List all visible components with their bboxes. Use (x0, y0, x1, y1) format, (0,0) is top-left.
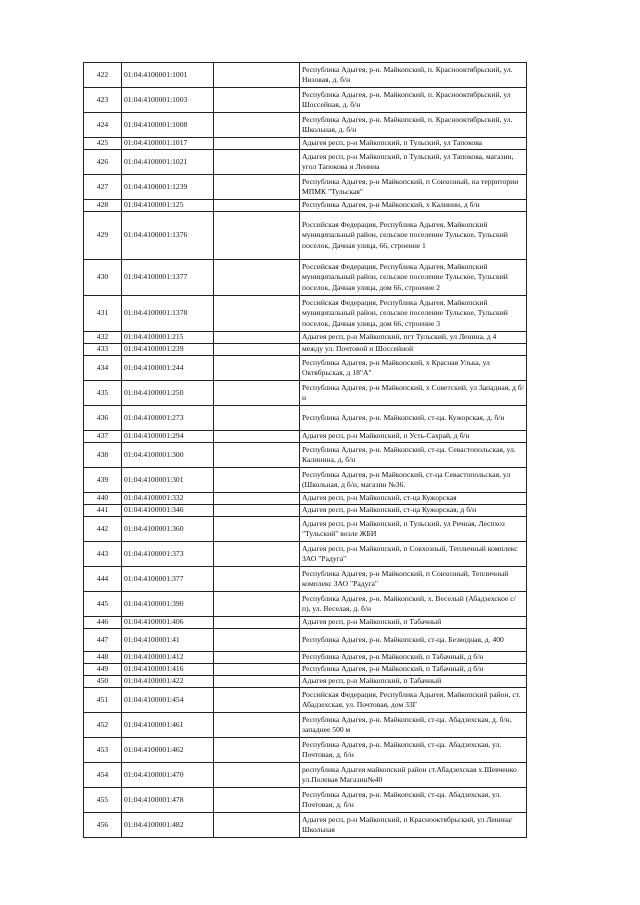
address-cell: Российская Федерация, Республика Адыгея, Майкопский район, ст. Абадзехская, ул. Почтовая, дом 33Г (300, 688, 527, 713)
address-cell: Республика Адыгея, р-н Майкопский, п Табачный, д б/н (300, 652, 527, 664)
row-number-cell: 428 (84, 200, 122, 212)
address-cell: Республика Адыгея, р-н. Майкопский, ст-ца. Абадзехская, ул. Почтовая, д. б/н (300, 788, 527, 813)
row-number-cell: 425 (84, 138, 122, 150)
cadastral-number-cell: 01:04:4100001:422 (122, 676, 214, 688)
empty-cell (214, 617, 300, 629)
empty-cell (214, 688, 300, 713)
cadastral-number-cell: 01:04:4100001:215 (122, 332, 214, 344)
empty-cell (214, 88, 300, 113)
cadastral-number-cell: 01:04:4100001:1001 (122, 63, 214, 88)
cadastral-number-cell: 01:04:4100001:454 (122, 688, 214, 713)
row-number-cell: 456 (84, 813, 122, 838)
address-cell: Республика Адыгея, р-н Майкопский, п Совхозный, Тепличный комплекс ЗАО "Радуга" (300, 567, 527, 592)
empty-cell (214, 592, 300, 617)
empty-cell (214, 296, 300, 332)
empty-cell (214, 138, 300, 150)
table-row (84, 517, 527, 542)
property-registry-table (83, 62, 527, 838)
cadastral-number-cell: 01:04:4100001:1017 (122, 138, 214, 150)
row-number-cell: 429 (84, 212, 122, 260)
table-row (84, 175, 527, 200)
cadastral-number-cell: 01:04:4100001:482 (122, 813, 214, 838)
row-number-cell: 453 (84, 738, 122, 763)
address-cell: республика Адыгея майкопский район ст.Абадзехская х.Шевченко ул.Полевая Магазин№40 (300, 763, 527, 788)
empty-cell (214, 63, 300, 88)
address-cell: Адыгея респ, р-н Майкопский, п Краснооктябрьский, ул Ленина/Школьная (300, 813, 527, 838)
empty-cell (214, 788, 300, 813)
cadastral-number-cell: 01:04:4100001:294 (122, 431, 214, 443)
address-cell: Республика Адыгея, р-н Майкопский, п Совхозный, на территории МПМК "Тульская" (300, 175, 527, 200)
empty-cell (214, 381, 300, 406)
cadastral-number-cell: 01:04:4100001:461 (122, 713, 214, 738)
empty-cell (214, 200, 300, 212)
row-number-cell: 432 (84, 332, 122, 344)
address-cell: Адыгея респ, р-н Майкопский, п Тульский, ул Тапокова (300, 138, 527, 150)
table-row (84, 676, 527, 688)
empty-cell (214, 567, 300, 592)
table-row (84, 406, 527, 431)
row-number-cell: 454 (84, 763, 122, 788)
address-cell: Республика Адыгея, р-н Майкопский, х Советский, ул Западная, д б/н (300, 381, 527, 406)
table-row (84, 63, 527, 88)
cadastral-number-cell: 01:04:4100001:478 (122, 788, 214, 813)
table-row (84, 356, 527, 381)
empty-cell (214, 406, 300, 431)
empty-cell (214, 332, 300, 344)
row-number-cell: 423 (84, 88, 122, 113)
cadastral-number-cell: 01:04:4100001:300 (122, 443, 214, 468)
address-cell: Республика Адыгея, р-н Майкопский, п Табачный, д б/н (300, 664, 527, 676)
row-number-cell: 431 (84, 296, 122, 332)
row-number-cell: 435 (84, 381, 122, 406)
cadastral-number-cell: 01:04:4100001:470 (122, 763, 214, 788)
table-row (84, 629, 527, 652)
table-row (84, 617, 527, 629)
cadastral-number-cell: 01:04:4100001:377 (122, 567, 214, 592)
row-number-cell: 445 (84, 592, 122, 617)
table-row (84, 788, 527, 813)
table-row (84, 567, 527, 592)
address-cell: Адыгея респ, р-н Майкопский, п Тульский, ул Речная, Леспхоз "Тульский" возле ЖБИ (300, 517, 527, 542)
empty-cell (214, 664, 300, 676)
table-row (84, 113, 527, 138)
table-row (84, 431, 527, 443)
empty-cell (214, 713, 300, 738)
empty-cell (214, 356, 300, 381)
cadastral-number-cell: 01:04:4100001:1021 (122, 150, 214, 175)
empty-cell (214, 431, 300, 443)
cadastral-number-cell: 01:04:4100001:301 (122, 468, 214, 493)
row-number-cell: 447 (84, 629, 122, 652)
row-number-cell: 450 (84, 676, 122, 688)
address-cell: Республика Адыгея, р-н. Майкопский, п. Краснооктябрьский, ул. Низовая, д. б/н (300, 63, 527, 88)
cadastral-number-cell: 01:04:4100001:1239 (122, 175, 214, 200)
address-cell: Республика Адыгея, р-н Майкопский, х Красная Улька, ул Октябрьская, д 18"А" (300, 356, 527, 381)
row-number-cell: 449 (84, 664, 122, 676)
empty-cell (214, 813, 300, 838)
address-cell: Республика Адыгея, р-н Майкопский, ст-ца Севастопольская, ул (Школьная, д б/н, магазин №36. (300, 468, 527, 493)
table-row (84, 200, 527, 212)
address-cell: Республика Адыгея, р-н. Майкопский, ст-ца. Абадзехская, д. б/н, западнее 500 м (300, 713, 527, 738)
cadastral-number-cell: 01:04:4100001:239 (122, 344, 214, 356)
table-row (84, 713, 527, 738)
address-cell: Республика Адыгея, р-н Майкопский, х Калинин, д б/н (300, 200, 527, 212)
empty-cell (214, 629, 300, 652)
row-number-cell: 443 (84, 542, 122, 567)
row-number-cell: 427 (84, 175, 122, 200)
row-number-cell: 452 (84, 713, 122, 738)
cadastral-number-cell: 01:04:4100001:1376 (122, 212, 214, 260)
address-cell: Республика Адыгея, р-н. Майкопский, ст-ца. Абадзехская, ул. Почтовая, д. б/н (300, 738, 527, 763)
row-number-cell: 430 (84, 260, 122, 296)
cadastral-number-cell: 01:04:4100001:412 (122, 652, 214, 664)
table-row (84, 493, 527, 505)
cadastral-number-cell: 01:04:4100001:346 (122, 505, 214, 517)
empty-cell (214, 344, 300, 356)
table-row (84, 738, 527, 763)
row-number-cell: 441 (84, 505, 122, 517)
row-number-cell: 451 (84, 688, 122, 713)
address-cell: Республика Адыгея, р-н. Майкопский, ст-ца. Безводная, д. 400 (300, 629, 527, 652)
row-number-cell: 433 (84, 344, 122, 356)
address-cell: Российская Федерация, Республика Адыгея, Майкопский муниципальный район, сельское поселение Тульское, Тульский поселок, Дачная улица, 66, строение 1 (300, 212, 527, 260)
row-number-cell: 437 (84, 431, 122, 443)
empty-cell (214, 676, 300, 688)
cadastral-number-cell: 01:04:4100001:332 (122, 493, 214, 505)
empty-cell (214, 505, 300, 517)
table-row (84, 505, 527, 517)
row-number-cell: 440 (84, 493, 122, 505)
cadastral-number-cell: 01:04:4100001:462 (122, 738, 214, 763)
row-number-cell: 422 (84, 63, 122, 88)
cadastral-number-cell: 01:04:4100001:416 (122, 664, 214, 676)
row-number-cell: 434 (84, 356, 122, 381)
table-row (84, 443, 527, 468)
empty-cell (214, 517, 300, 542)
empty-cell (214, 260, 300, 296)
cadastral-number-cell: 01:04:4100001:41 (122, 629, 214, 652)
row-number-cell: 424 (84, 113, 122, 138)
table-row (84, 138, 527, 150)
empty-cell (214, 542, 300, 567)
empty-cell (214, 468, 300, 493)
table-row (84, 88, 527, 113)
address-cell: Республика Адыгея, р-н. Майкопский, п. Краснооктябрьский, ул Шоссейная, д. б/н (300, 88, 527, 113)
table-row (84, 542, 527, 567)
empty-cell (214, 738, 300, 763)
empty-cell (214, 493, 300, 505)
table-row (84, 212, 527, 260)
address-cell: Адыгея респ, р-н Майкопский, п Табачный (300, 617, 527, 629)
table-row (84, 652, 527, 664)
cadastral-number-cell: 01:04:4100001:1008 (122, 113, 214, 138)
cadastral-number-cell: 01:04:4100001:125 (122, 200, 214, 212)
cadastral-number-cell: 01:04:4100001:1003 (122, 88, 214, 113)
table-row (84, 468, 527, 493)
table-row (84, 260, 527, 296)
empty-cell (214, 175, 300, 200)
row-number-cell: 438 (84, 443, 122, 468)
address-cell: Адыгея респ, р-н Майкопский, ст-ца Кужорская (300, 493, 527, 505)
empty-cell (214, 652, 300, 664)
address-cell: Адыгея респ, р-н Майкопский, п Совхозный, Тепличный комплекс ЗАО "Радуга" (300, 542, 527, 567)
address-cell: Республика Адыгея, р-н. Майкопский, п. Краснооктябрьский, ул. Школьная, д. б/н (300, 113, 527, 138)
row-number-cell: 455 (84, 788, 122, 813)
table-row (84, 381, 527, 406)
table-row (84, 664, 527, 676)
table-row (84, 332, 527, 344)
table-row (84, 592, 527, 617)
address-cell: Республика Адыгея, р-н. Майкопский, х. Веселый (Абадзехское с/п), ул. Веселая, д. б/н (300, 592, 527, 617)
table-row (84, 150, 527, 175)
cadastral-number-cell: 01:04:4100001:406 (122, 617, 214, 629)
cadastral-number-cell: 01:04:4100001:1377 (122, 260, 214, 296)
cadastral-number-cell: 01:04:4100001:273 (122, 406, 214, 431)
cadastral-number-cell: 01:04:4100001:390 (122, 592, 214, 617)
table-row (84, 763, 527, 788)
empty-cell (214, 763, 300, 788)
row-number-cell: 442 (84, 517, 122, 542)
empty-cell (214, 150, 300, 175)
cadastral-number-cell: 01:04:4100001:1378 (122, 296, 214, 332)
address-cell: Адыгея респ, р-н Майкопский, п Табачный (300, 676, 527, 688)
row-number-cell: 446 (84, 617, 122, 629)
cadastral-number-cell: 01:04:4100001:360 (122, 517, 214, 542)
empty-cell (214, 212, 300, 260)
address-cell: Российская Федерация, Республика Адыгея, Майкопский муниципальный район, сельское поселение Тульское, Тульский поселок, Дачная улица, дом 66, строение 3 (300, 296, 527, 332)
cadastral-number-cell: 01:04:4100001:250 (122, 381, 214, 406)
cadastral-number-cell: 01:04:4100001:373 (122, 542, 214, 567)
address-cell: Адыгея респ, р-н Майкопский, п Усть-Сахрай, д б/н (300, 431, 527, 443)
row-number-cell: 444 (84, 567, 122, 592)
address-cell: между ул. Почтовой и Шоссейной (300, 344, 527, 356)
address-cell: Республика Адыгея, р-н. Майкопский, ст-ца. Севастопольская, ул. Калинина, д. б/н (300, 443, 527, 468)
empty-cell (214, 113, 300, 138)
table-row (84, 688, 527, 713)
cadastral-number-cell: 01:04:4100001:244 (122, 356, 214, 381)
address-cell: Республика Адыгея, р-н. Майкопский, ст-ца. Кужорская, д. б/н (300, 406, 527, 431)
address-cell: Адыгея респ, р-н Майкопский, п Тульский, ул Тапокова, магазин, угол Тапокова и Ленина (300, 150, 527, 175)
row-number-cell: 436 (84, 406, 122, 431)
row-number-cell: 426 (84, 150, 122, 175)
address-cell: Российская Федерация, Республика Адыгея, Майкопский муниципальный район, сельское поселение Тульское, Тульский поселок, Дачная улица, дом 66, строение 2 (300, 260, 527, 296)
empty-cell (214, 443, 300, 468)
table-row (84, 296, 527, 332)
row-number-cell: 448 (84, 652, 122, 664)
address-cell: Адыгея респ, р-н Майкопский, пгт Тульский, ул Ленина, д 4 (300, 332, 527, 344)
table-row (84, 344, 527, 356)
row-number-cell: 439 (84, 468, 122, 493)
address-cell: Адыгея респ, р-н Майкопский, ст-ца Кужорская, д б/н (300, 505, 527, 517)
registry-body (84, 63, 527, 838)
table-row (84, 813, 527, 838)
